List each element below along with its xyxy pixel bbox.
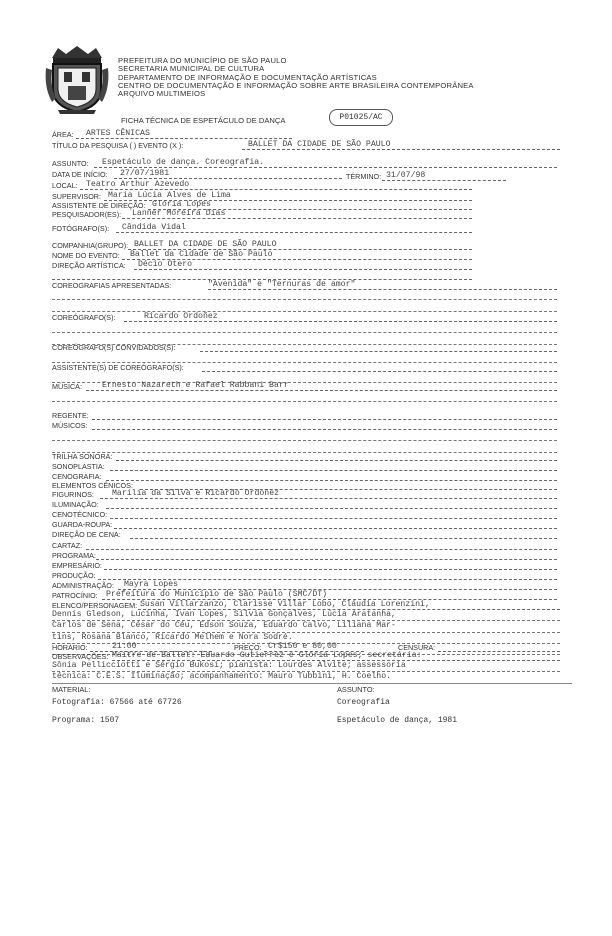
field-sonoplastia — [52, 462, 557, 472]
field-area — [52, 130, 292, 140]
field-label: FOTÓGRAFO(S): — [52, 224, 110, 233]
field-value: 21:00 — [112, 642, 137, 651]
field-label: PATROCÍNIO: — [52, 591, 98, 600]
institution-header — [118, 57, 474, 98]
field-value: "Avenida" e "Ternuras de amor" — [208, 280, 356, 289]
field-label: LOCAL: — [52, 181, 78, 190]
separator-line — [52, 683, 572, 684]
convidados-extra-lines — [52, 352, 557, 363]
field-nome-evento — [52, 251, 472, 261]
field-label: CENSURA: — [398, 643, 436, 652]
header-line: SECRETARIA MUNICIPAL DE CULTURA — [118, 64, 265, 74]
header-line: DEPARTAMENTO DE INFORMAÇÃO E DOCUMENTAÇÃO ARTÍSTICAS — [118, 72, 377, 82]
field-label: SUPERVISOR: — [52, 192, 101, 201]
elenco-line: Carlos de Sena, César do Céu, Edson Souza, Eduardo Calvo, Liliana Mar- — [52, 621, 560, 632]
header-line: ARQUIVO MULTIMEIOS — [118, 89, 206, 99]
field-label: MÚSICOS: — [52, 421, 88, 430]
field-guarda-roupa — [52, 520, 557, 530]
field-value: Glória Lopes — [152, 200, 211, 209]
field-empresario — [52, 561, 557, 571]
field-fotografo — [52, 224, 472, 234]
field-direcao-artistica — [52, 261, 472, 271]
field-label: EMPRESÁRIO: — [52, 561, 102, 570]
field-value: Ernesto Nazareth e Rafael Rabbani Barr — [102, 381, 289, 390]
field-direcao-cena — [52, 530, 557, 540]
field-label: ELEMENTOS CÊNICOS: — [52, 481, 133, 490]
field-pesquisador — [52, 210, 472, 220]
field-label: NOME DO EVENTO: — [52, 251, 120, 260]
field-label: PESQUISADOR(ES): — [52, 210, 122, 219]
field-label: COREÓGRAFO(S): — [52, 313, 116, 322]
field-value: Ricardo Ordoñez — [144, 312, 218, 321]
field-label: HORÁRIO: — [52, 643, 88, 652]
field-label: CENOGRAFIA: — [52, 472, 102, 481]
field-label: TÍTULO DA PESQUISA ( ) EVENTO (X ): — [52, 141, 184, 150]
field-value: Maitre de Ballet: Eduardo Gutierrez e Glória Lopes; secretária: — [112, 651, 422, 660]
field-label: SONOPLASTIA: — [52, 462, 105, 471]
musica-extra-lines — [52, 391, 557, 402]
field-cartaz — [52, 541, 557, 551]
material-item: Fotografia: 67566 até 67726 — [52, 698, 182, 707]
field-value: BALLET DA CIDADE DE SÃO PAULO — [134, 240, 277, 249]
field-label: DIREÇÃO ARTÍSTICA: — [52, 261, 126, 270]
field-label: ÁREA: — [52, 130, 74, 139]
field-value: Mayra Lopes — [124, 580, 179, 589]
field-value: Espetáculo de dança. Coreografia. — [102, 158, 265, 167]
assunto-label: ASSUNTO: — [337, 685, 375, 694]
field-label: PROGRAMA: — [52, 551, 96, 560]
field-label: PREÇO: — [234, 643, 262, 652]
field-label: ASSISTENTE DE DIREÇÃO: — [52, 201, 146, 210]
field-value: Marília da Silva e Ricardo Ordoñez — [112, 489, 280, 498]
assunto-item: Espetáculo de dança, 1981 — [337, 716, 458, 725]
observacoes-line: técnica: C.E.S. Iluminação; acompanhamento: Mauro Tubbini, H. Coelho. — [52, 672, 560, 683]
field-label: DATA DE INÍCIO: — [52, 170, 108, 179]
observacoes-continuation — [52, 661, 560, 684]
coreografias-extra-lines — [52, 289, 557, 312]
field-label: FIGURINOS: — [52, 490, 94, 499]
field-label: OBSERVAÇÕES: — [52, 652, 109, 661]
field-value: ARTES CÊNICAS — [86, 129, 150, 138]
field-regente — [52, 411, 557, 421]
field-value: Ballet da Cidade de São Paulo — [130, 250, 273, 259]
field-label: ASSISTENTE(S) DE COREÓGRAFO(S): — [52, 363, 184, 372]
field-trilha-sonora — [52, 452, 557, 462]
field-label: COREOGRAFIAS APRESENTADAS: — [52, 281, 172, 290]
field-cenotecnico — [52, 510, 557, 520]
musicos-extra-lines — [52, 430, 557, 453]
municipal-seal-icon — [44, 44, 110, 114]
material-label: MATERIAL: — [52, 685, 91, 694]
field-label: TÉRMINO: — [346, 172, 382, 181]
field-label: COREÓGRAFO(S) CONVIDADOS(S): — [52, 343, 176, 352]
field-label: PRODUÇÃO: — [52, 571, 96, 580]
elenco-line: tins, Rosana Blanco, Ricardo Melhem e Nora Sodré. — [52, 633, 560, 644]
field-label: ASSUNTO: — [52, 159, 89, 168]
field-local — [52, 181, 472, 191]
observacoes-line: Sônia Pellicciotti e Sérgio Bukosi; pianista: Lourdes Alvite; assessoria — [52, 661, 560, 672]
field-label: REGENTE: — [52, 411, 89, 420]
field-titulo — [52, 141, 560, 151]
field-label: ADMINISTRAÇÃO: — [52, 581, 114, 590]
field-iluminacao — [52, 500, 557, 510]
field-value: 27/07/1981 — [120, 169, 170, 178]
field-label: GUARDA-ROUPA: — [52, 520, 113, 529]
field-label: COMPANHIA(GRUPO): — [52, 241, 129, 250]
field-label: ILUMINAÇÃO: — [52, 500, 99, 509]
form-title: FICHA TÉCNICA DE ESPETÁCULO DE DANÇA — [121, 116, 286, 125]
field-label: ELENCO/PERSONAGEM: — [52, 601, 138, 610]
field-value: Susan Villarzanzo, Clarisse Villar Lobo, Cláudia Lorenzini, — [140, 600, 430, 609]
field-value: Teatro Arthur Azevedo — [86, 180, 190, 189]
document-code: P01025/AC — [329, 109, 393, 126]
field-value: Maria Lúcia Alves de Lima — [108, 191, 231, 200]
field-value: Cândida Vidal — [122, 223, 186, 232]
field-programa — [52, 551, 557, 561]
field-label: DIREÇÃO DE CENA: — [52, 530, 121, 539]
field-data-inicio — [52, 170, 342, 180]
material-item: Programa: 1507 — [52, 716, 120, 725]
field-label: CARTAZ: — [52, 541, 83, 550]
field-value: Décio Otero — [138, 260, 193, 269]
coreografo-extra-lines — [52, 322, 557, 345]
field-value: 31/07/98 — [386, 171, 426, 180]
field-label: MÚSICA: — [52, 382, 82, 391]
header-line: PREFEITURA DO MUNICÍPIO DE SÃO PAULO — [118, 56, 287, 65]
field-assunto — [52, 159, 557, 169]
header-line: CENTRO DE DOCUMENTAÇÃO E INFORMAÇÃO SOBRE ARTE BRASILEIRA CONTEMPORÂNEA — [118, 80, 474, 90]
field-value: Cr$150 e 80,00 — [268, 642, 337, 651]
field-value: Prefeitura do Município de São Paulo (SMC/DT) — [106, 590, 328, 599]
field-value: Lanner Moreira Dias — [132, 209, 226, 218]
field-value: BALLET DA CIDADE DE SÃO PAULO — [248, 140, 391, 149]
assunto-item: Coreografia — [337, 698, 390, 707]
field-label: CENOTÉCNICO: — [52, 510, 108, 519]
field-label: TRILHA SONORA: — [52, 452, 113, 461]
field-figurinos — [52, 490, 557, 500]
elenco-line: Dennis Gledson, Lucinha, Ivan Lopes, Sílvia Gonçalves, Lúcia Aratanha, — [52, 610, 560, 621]
